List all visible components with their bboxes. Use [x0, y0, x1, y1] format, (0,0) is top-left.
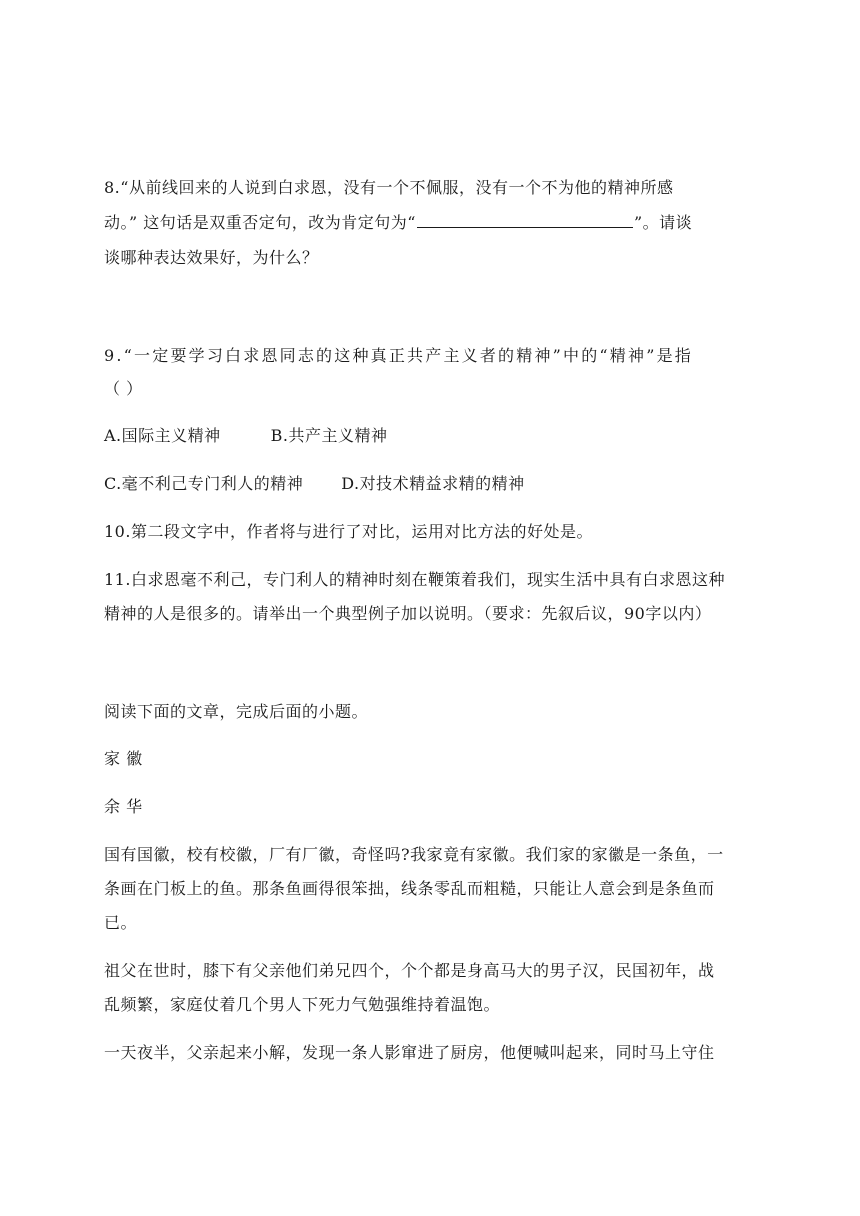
- paragraph-2-line-1: 祖父在世时，膝下有父亲他们弟兄四个，个个都是身高马大的男子汉，民国初年，战: [104, 961, 715, 980]
- question-11-line-1: 11.白求恩毫不利己，专门利人的精神时刻在鞭策着我们，现实生活中具有白求恩这种: [104, 570, 725, 589]
- question-11-line-2: 精神的人是很多的。请举出一个典型例子加以说明。（要求：先叙后议，90字以内）: [104, 604, 712, 623]
- question-9-answer-parentheses: （ ）: [104, 379, 143, 398]
- reading-instruction: 阅读下面的文章，完成后面的小题。: [104, 702, 369, 721]
- question-8-text-before-blank: 动。” 这句话是双重否定句，改为肯定句为“: [104, 213, 416, 232]
- question-8-text-after-blank: ”。请谈: [633, 213, 693, 232]
- question-9-options-row-2: [104, 474, 764, 494]
- paragraph-2-line-2: 乱频繁，家庭仗着几个男人下死力气勉强维持着温饱。: [104, 995, 501, 1014]
- question-8-line-2: [104, 213, 764, 233]
- paragraph-1-line-3: 已。: [104, 913, 138, 932]
- paragraph-1-line-2: 条画在门板上的鱼。那条鱼画得很笨拙，线条零乱而粗糙，只能让人意会到是条鱼而: [104, 879, 715, 898]
- question-9-options-row-1: [104, 426, 764, 446]
- paragraph-3-line-1: 一天夜半，父亲起来小解，发现一条人影窜进了厨房，他便喊叫起来，同时马上守住: [104, 1043, 715, 1062]
- answer-blank[interactable]: [417, 213, 633, 228]
- question-10: 10.第二段文字中，作者将与进行了对比，运用对比方法的好处是。: [104, 522, 593, 541]
- question-8-line-3: 谈哪种表达效果好，为什么？: [104, 248, 319, 267]
- paragraph-1-line-1: 国有国徽，校有校徽，厂有厂徽，奇怪吗?我家竟有家徽。我们家的家徽是一条鱼，一: [104, 845, 724, 864]
- option-b: B.共产主义精神: [270, 426, 388, 445]
- option-d: D.对技术精益求精的精神: [341, 474, 525, 493]
- question-9-line-1: 9.“一定要学习白求恩同志的这种真正共产主义者的精神”中的“精神”是指: [104, 346, 693, 365]
- article-title: 家 徽: [104, 749, 143, 768]
- option-c: C.毫不利己专门利人的精神: [104, 474, 304, 493]
- option-a: A.国际主义精神: [104, 426, 221, 445]
- question-8-line-1: 8.“从前线回来的人说到白求恩，没有一个不佩服，没有一个不为他的精神所感: [104, 178, 674, 197]
- article-author: 余 华: [104, 797, 143, 816]
